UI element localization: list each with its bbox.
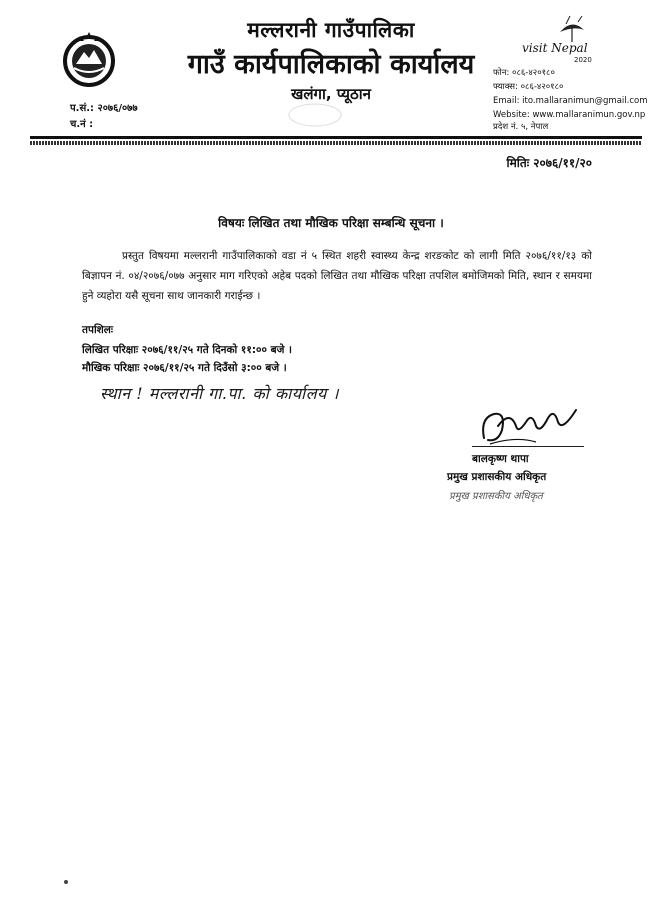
dispatch-number: च.नं :	[70, 119, 94, 130]
header-rule-dotted	[30, 141, 642, 145]
reference-number: प.सं.: २०७६/०७७	[70, 103, 138, 114]
details-label: तपशिलः	[82, 324, 114, 336]
notice-subject: विषयः लिखित तथा मौखिक परिक्षा सम्बन्धि सूचना ।	[218, 216, 444, 230]
visit-nepal-logo	[512, 14, 622, 66]
municipality-name: मल्लरानी गाउँपालिका	[247, 18, 415, 42]
office-location: खलंगा, प्यूठान	[291, 85, 371, 103]
signatory-title: प्रमुख प्रशासकीय अधिकृत	[447, 471, 547, 483]
notice-body	[82, 246, 592, 306]
visit-nepal-text: visit Nepal	[522, 41, 588, 55]
faint-stamp-mark	[285, 100, 345, 130]
signature-line	[472, 446, 584, 447]
office-name: गाउँ कार्यपालिकाको कार्यालय	[187, 49, 475, 80]
contact-website: Website: www.mallaranimun.gov.np	[493, 110, 646, 120]
signature-mark	[476, 400, 586, 450]
contact-fax: फ्याक्स: ०८६-४२०१८०	[493, 82, 564, 92]
oral-exam-line: मौखिक परिक्षाः २०७६/११/२५ गते दिउँसो ३:०० बजे ।	[82, 362, 287, 374]
contact-phone: फोन: ०८६-४२०१८०	[493, 68, 555, 78]
written-exam-line: लिखित परिक्षाः २०७६/११/२५ गते दिनको ११:०० बजे ।	[82, 344, 293, 356]
notice-body-text: प्रस्तुत विषयमा मल्लरानी गाउँपालिकाको वडा नं ५ स्थित शहरी स्वास्थ्य केन्द्र शरङकोट को लागी मिति २०७६/११/१३ को बिज्ञापन नं. ०४/२०७६/०७७ अनुसार माग गरिएको अहेब पदको लिखित तथा मौखिक परिक्षा तपशिल बमोजिमको मिति, स्थान र समयमा हुने व्यहोरा यसै सूचना साथ जानकारी गराईन्छ ।	[82, 250, 592, 302]
notice-date: मितिः २०७६/११/२०	[506, 156, 592, 170]
ink-blot	[62, 878, 70, 886]
contact-province: प्रदेश नं. ५, नेपाल	[493, 122, 549, 132]
visit-nepal-year: 2020	[574, 56, 592, 64]
signatory-name: बालकृष्ण थापा	[472, 453, 529, 465]
exam-place-handwritten: स्थान ! मल्लरानी गा.पा. को कार्यालय ।	[100, 384, 339, 403]
contact-email: Email: ito.mallaranimun@gmail.com	[493, 96, 648, 106]
official-stamp: प्रमुख प्रशासकीय अधिकृत	[449, 491, 543, 502]
header-rule	[30, 136, 642, 139]
